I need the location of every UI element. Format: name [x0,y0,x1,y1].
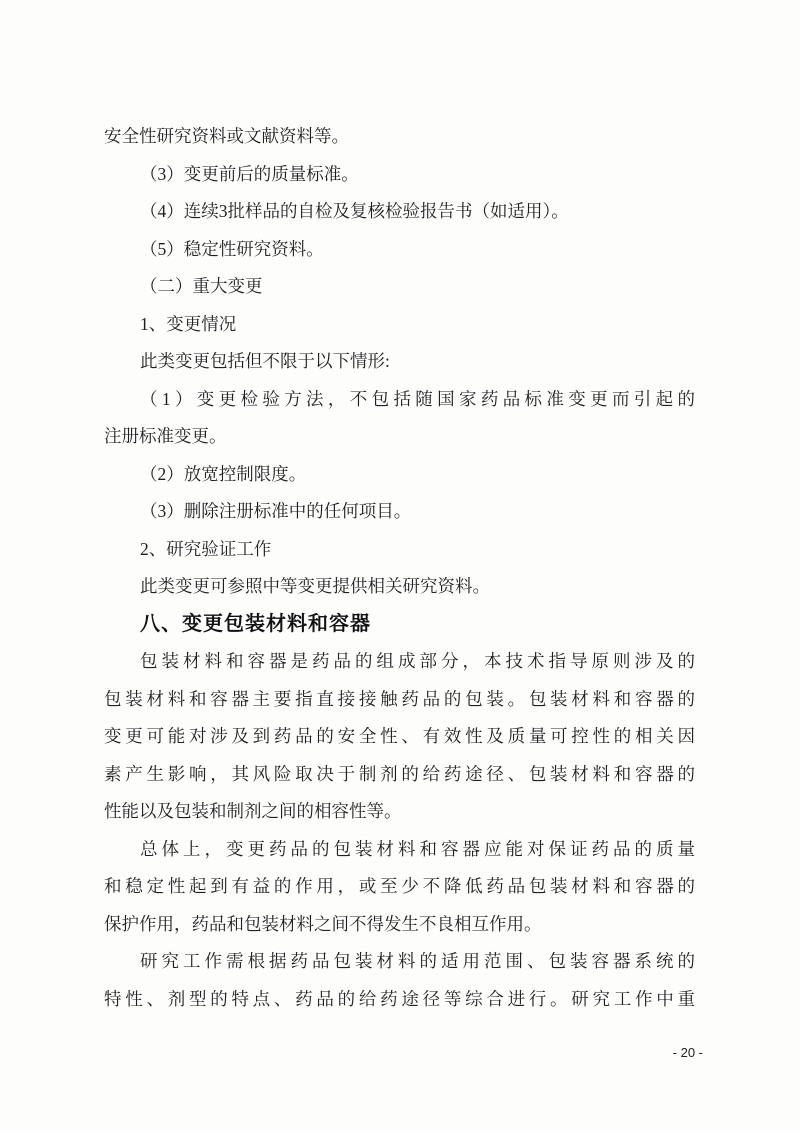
section-heading: 八、变更包装材料和容器 [140,612,371,635]
text-line: 总体上，变更药品的包装材料和容器应能对保证药品的质量 [140,838,695,859]
text-line: 素产生影响，其风险取决于制剂的给药途径、包装材料和容器的 [104,763,695,784]
text-line: 性能以及包装和制剂之间的相容性等。 [104,801,402,821]
text-line: 研究工作需根据药品包装材料的适用范围、包装容器系统的 [140,951,695,971]
document-body [104,118,695,1018]
text-line: 特性、剂型的特点、药品的给药途径等综合进行。研究工作中重 [104,988,695,1009]
text-line: 此类变更包括但不限于以下情形: [140,351,390,371]
list-item-heading: 1、变更情况 [140,313,237,334]
text-line: （2）放宽控制限度。 [140,463,307,484]
page-number: - 20 - [672,1045,703,1060]
text-line: （5）稳定性研究资料。 [140,238,324,259]
text-line: 和稳定性起到有益的作用，或至少不降低药品包装材料和容器的 [104,876,695,896]
text-line: 此类变更可参照中等变更提供相关研究资料。 [140,576,490,596]
subsection-heading: （二）重大变更 [140,276,263,296]
text-line: （3）变更前后的质量标准。 [140,163,359,184]
text-line: 注册标准变更。 [104,426,227,446]
text-line: 包装材料和容器是药品的组成部分，本技术指导原则涉及的 [140,651,695,671]
text-line: 包装材料和容器主要指直接接触药品的包装。包装材料和容器的 [104,688,695,709]
text-line: （3）删除注册标准中的任何项目。 [140,501,412,521]
text-line: 保护作用，药品和包装材料之间不得发生不良相互作用。 [104,913,542,934]
text-line: 变更可能对涉及到药品的安全性、有效性及质量可控性的相关因 [104,726,695,746]
text-line: 安全性研究资料或文献资料等。 [104,126,349,146]
text-line: （4）连续3批样品的自检及复核检验报告书（如适用）。 [140,201,569,221]
list-item-heading: 2、研究验证工作 [140,538,272,559]
text-line: （1）变更检验方法，不包括随国家药品标准变更而引起的 [140,388,695,409]
